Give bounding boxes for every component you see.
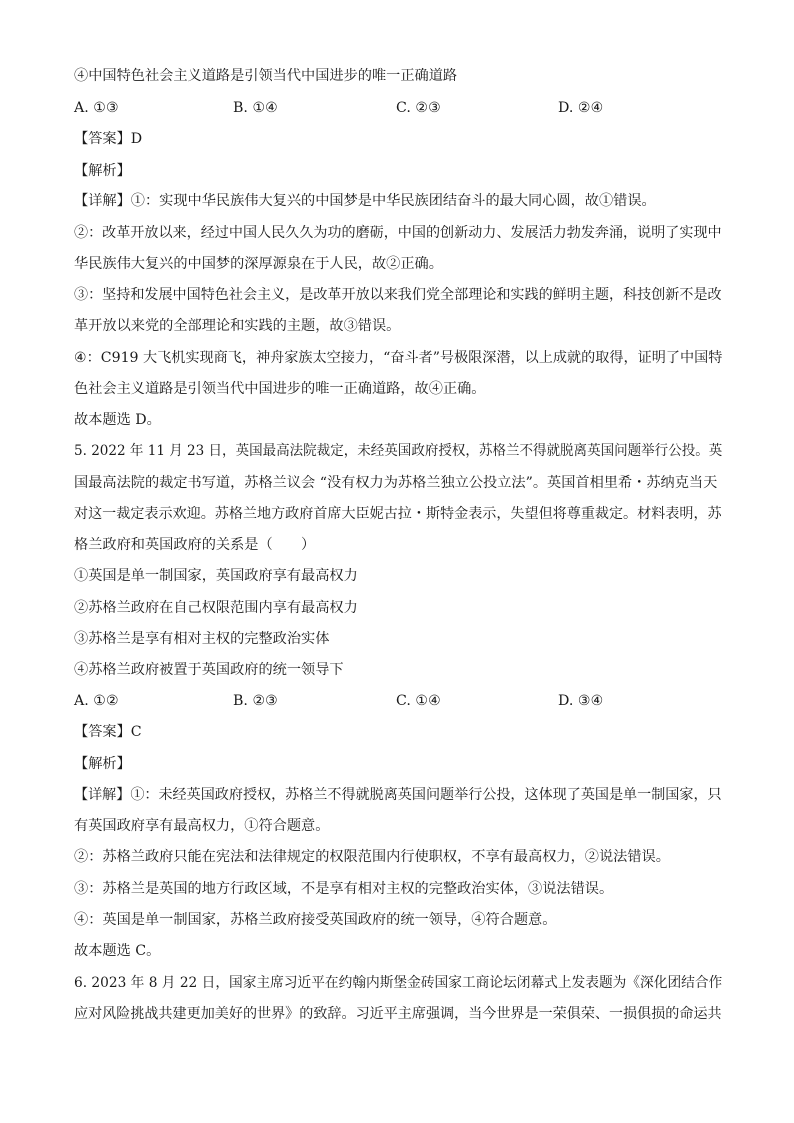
q5-explanation-line: 【详解】①：未经英国政府授权，苏格兰不得就脱离英国问题举行公投，这体现了英国是单一制国家，只 bbox=[74, 787, 722, 803]
q5-analysis-label: 【解析】 bbox=[74, 756, 131, 772]
q5-option-a: A. ①② bbox=[74, 693, 119, 709]
q4-explanation-line: ②：改革开放以来，经过中国人民久久为功的磨砺，中国的创新动力、发展活力勃发奔涌，说明了实现中 bbox=[74, 225, 722, 241]
q4-explanation-line: 华民族伟大复兴的中国梦的深厚源泉在于人民，故②正确。 bbox=[74, 256, 443, 272]
q4-explanation-line: 革开放以来党的全部理论和实践的主题，故③错误。 bbox=[74, 318, 401, 334]
q5-statement: ②苏格兰政府在自己权限范围内享有最高权力 bbox=[74, 600, 358, 616]
q4-answer: 【答案】D bbox=[74, 131, 143, 147]
q5-stem-line: 对这一裁定表示欢迎。苏格兰地方政府首席大臣妮古拉・斯特金表示，失望但将尊重裁定。材料表明，苏 bbox=[74, 506, 722, 522]
q4-option-c: C. ②③ bbox=[396, 100, 441, 116]
q5-answer: 【答案】C bbox=[74, 724, 142, 740]
q5-statement: ④苏格兰政府被置于英国政府的统一领导下 bbox=[74, 662, 344, 678]
q4-explanation-line: 色社会主义道路是引领当代中国进步的唯一正确道路，故④正确。 bbox=[74, 381, 486, 397]
q4-option-a: A. ①③ bbox=[74, 100, 119, 116]
q4-explanation-line: ③：坚持和发展中国特色社会主义，是改革开放以来我们党全部理论和实践的鲜明主题，科技创新不是改 bbox=[74, 287, 722, 303]
q4-explanation-line: 【详解】①：实现中华民族伟大复兴的中国梦是中华民族团结奋斗的最大同心圆，故①错误。 bbox=[74, 193, 656, 209]
q5-option-b: B. ②③ bbox=[233, 693, 278, 709]
q5-explanation-line: ③：苏格兰是英国的地方行政区域，不是享有相对主权的完整政治实体，③说法错误。 bbox=[74, 881, 614, 897]
q6-stem-line: 应对风险挑战共建更加美好的世界》的致辞。习近平主席强调，当今世界是一荣俱荣、一损俱损的命运共 bbox=[74, 1006, 722, 1022]
q4-option-d: D. ②④ bbox=[558, 100, 604, 116]
q4-explanation-line: ④：C919 大飞机实现商飞，神舟家族太空接力，“奋斗者”号极限深潜，以上成就的取得，证明了中国特 bbox=[74, 350, 723, 366]
q5-stem-line: 国最高法院的裁定书写道，苏格兰议会 “没有权力为苏格兰独立公投立法”。英国首相里希・苏纳克当天 bbox=[74, 475, 718, 491]
q6-stem-line: 6. 2023 年 8 月 22 日，国家主席习近平在约翰内斯堡金砖国家工商论坛闭幕式上发表题为《深化团结合作 bbox=[74, 975, 723, 991]
q5-stem-line: 5. 2022 年 11 月 23 日，英国最高法院裁定，未经英国政府授权，苏格兰不得就脱离英国问题举行公投。英 bbox=[74, 443, 723, 459]
q4-analysis-label: 【解析】 bbox=[74, 163, 131, 179]
q5-conclusion: 故本题选 C。 bbox=[74, 943, 161, 959]
q4-conclusion: 故本题选 D。 bbox=[74, 412, 161, 428]
q5-statement: ①英国是单一制国家，英国政府享有最高权力 bbox=[74, 568, 358, 584]
q5-option-d: D. ③④ bbox=[558, 693, 604, 709]
q5-explanation-line: ④：英国是单一制国家，苏格兰政府接受英国政府的统一领导，④符合题意。 bbox=[74, 912, 557, 928]
q5-statement: ③苏格兰是享有相对主权的完整政治实体 bbox=[74, 631, 330, 647]
q4-option-b: B. ①④ bbox=[233, 100, 278, 116]
q5-stem-line: 格兰政府和英国政府的关系是（ ） bbox=[74, 537, 316, 553]
q5-explanation-line: 有英国政府享有最高权力，①符合题意。 bbox=[74, 818, 330, 834]
q4-statement-4: ④中国特色社会主义道路是引领当代中国进步的唯一正确道路 bbox=[74, 68, 458, 84]
q5-explanation-line: ②：苏格兰政府只能在宪法和法律规定的权限范围内行使职权，不享有最高权力，②说法错误。 bbox=[74, 849, 670, 865]
q5-option-c: C. ①④ bbox=[396, 693, 441, 709]
